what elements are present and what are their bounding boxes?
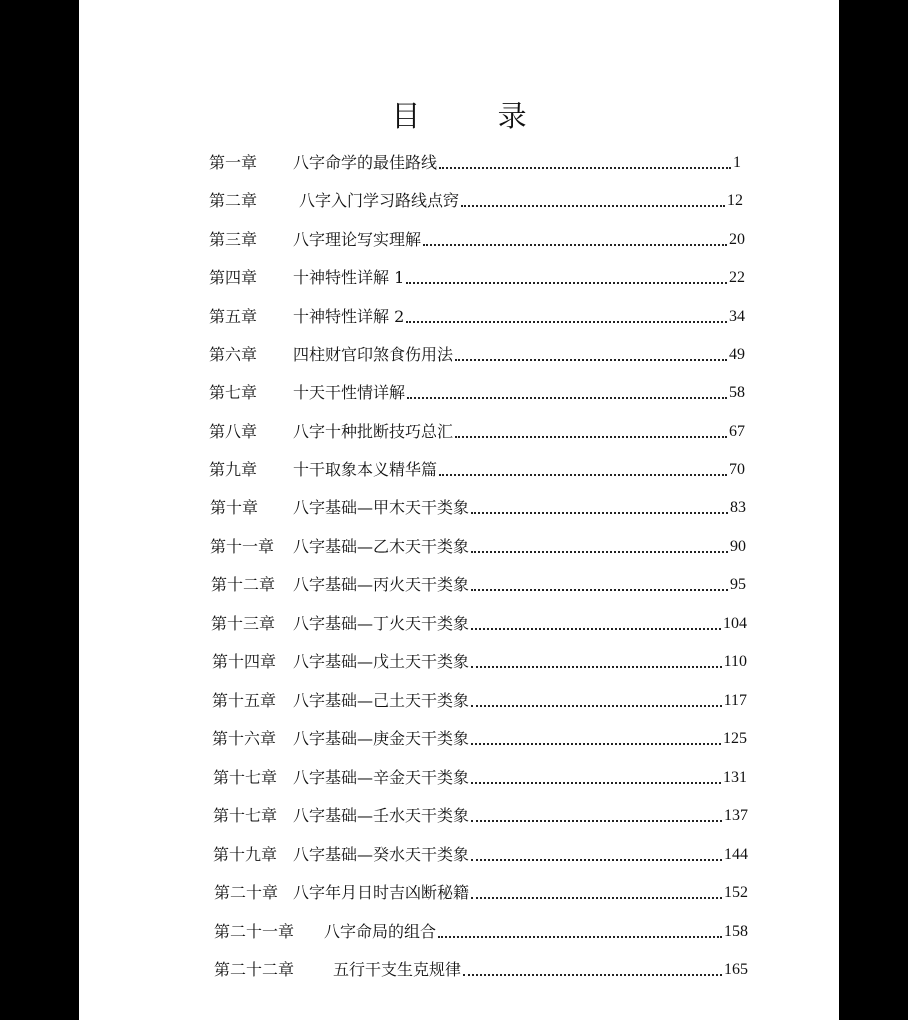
dot-leader — [406, 282, 727, 284]
page-number: 131 — [723, 769, 747, 786]
chapter-label: 第七章 — [209, 383, 258, 402]
page-number: 70 — [729, 461, 745, 478]
chapter-title: 八字命学的最佳路线 — [293, 153, 438, 172]
toc-entry — [210, 493, 746, 519]
toc-entry — [212, 686, 747, 712]
toc-entry — [209, 263, 745, 289]
dot-leader — [471, 782, 721, 784]
chapter-title: 八字基础—丙火天干类象 — [293, 575, 470, 594]
chapter-label: 第二十一章 — [214, 922, 295, 941]
dot-leader — [463, 974, 722, 976]
chapter-title: 四柱财官印煞食伤用法 — [293, 345, 454, 364]
page-number: 144 — [724, 846, 748, 863]
toc-entry — [209, 455, 745, 481]
dot-leader — [471, 820, 722, 822]
chapter-title: 八字年月日时吉凶断秘籍 — [293, 883, 470, 902]
toc-entry — [211, 570, 746, 596]
dot-leader — [423, 244, 727, 246]
chapter-label: 第十二章 — [211, 575, 276, 594]
chapter-title: 八字基础—己土天干类象 — [293, 691, 470, 710]
chapter-label: 第十七章 — [213, 806, 278, 825]
chapter-title: 五行干支生克规律 — [333, 960, 462, 979]
page-number: 1 — [733, 154, 741, 171]
chapter-title: 八字基础—壬水天干类象 — [293, 806, 470, 825]
toc-entry — [213, 763, 747, 789]
page-number: 125 — [723, 730, 747, 747]
chapter-label: 第十五章 — [212, 691, 277, 710]
dot-leader — [406, 321, 727, 323]
page-number: 22 — [729, 269, 745, 286]
chapter-label: 第十章 — [210, 498, 259, 517]
dot-leader — [471, 743, 721, 745]
chapter-label: 第四章 — [209, 268, 258, 287]
chapter-label: 第一章 — [209, 153, 258, 172]
page-number: 158 — [724, 923, 748, 940]
page-number: 67 — [729, 423, 745, 440]
page-number: 137 — [724, 807, 748, 824]
document-page — [79, 0, 839, 1020]
chapter-title: 八字基础—辛金天干类象 — [293, 768, 470, 787]
chapter-title: 十神特性详解 1 — [293, 268, 405, 287]
chapter-label: 第二十章 — [214, 883, 279, 902]
page-number: 152 — [724, 884, 748, 901]
toc-entry — [214, 917, 748, 943]
page-number: 83 — [730, 499, 746, 516]
chapter-title: 十神特性详解 2 — [293, 307, 405, 326]
dot-leader — [471, 897, 722, 899]
chapter-label: 第十九章 — [213, 845, 278, 864]
dot-leader — [455, 436, 727, 438]
toc-entry — [212, 724, 747, 750]
toc-entry — [209, 186, 743, 212]
dot-leader — [471, 666, 722, 668]
dot-leader — [471, 589, 728, 591]
toc-entry — [211, 609, 747, 635]
chapter-title: 八字基础—癸水天干类象 — [293, 845, 470, 864]
chapter-title: 八字入门学习路线点窍 — [299, 191, 460, 210]
dot-leader — [439, 474, 727, 476]
toc-entry — [209, 340, 745, 366]
chapter-label: 第六章 — [209, 345, 258, 364]
dot-leader — [471, 551, 728, 553]
page-number: 95 — [730, 576, 746, 593]
chapter-label: 第五章 — [209, 307, 258, 326]
chapter-label: 第十三章 — [211, 614, 276, 633]
page-number: 20 — [729, 231, 745, 248]
page-number: 90 — [730, 538, 746, 555]
chapter-label: 第十七章 — [213, 768, 278, 787]
chapter-label: 第十一章 — [210, 537, 275, 556]
toc-entry — [209, 378, 745, 404]
toc-entry — [209, 225, 745, 251]
dot-leader — [471, 859, 722, 861]
chapter-title: 八字基础—庚金天干类象 — [293, 729, 470, 748]
chapter-label: 第八章 — [209, 422, 258, 441]
chapter-title: 八字理论写实理解 — [293, 230, 422, 249]
dot-leader — [439, 167, 731, 169]
chapter-title: 八字十种批断技巧总汇 — [293, 422, 454, 441]
dot-leader — [471, 512, 728, 514]
page-number: 49 — [729, 346, 745, 363]
toc-entry — [214, 878, 748, 904]
toc-entry — [214, 955, 748, 981]
chapter-label: 第二十二章 — [214, 960, 295, 979]
dot-leader — [407, 397, 727, 399]
page-number: 110 — [723, 653, 747, 670]
chapter-title: 八字基础—丁火天干类象 — [293, 614, 470, 633]
dot-leader — [461, 205, 725, 207]
dot-leader — [471, 705, 722, 707]
dot-leader — [455, 359, 727, 361]
chapter-title: 八字命局的组合 — [324, 922, 437, 941]
chapter-label: 第二章 — [209, 191, 258, 210]
page-number: 104 — [723, 615, 747, 632]
chapter-title: 八字基础—乙木天干类象 — [293, 537, 470, 556]
page-number: 12 — [727, 192, 743, 209]
chapter-title: 十干取象本义精华篇 — [293, 460, 438, 479]
toc-entry — [213, 840, 748, 866]
dot-leader — [438, 936, 722, 938]
toc-entry — [209, 302, 745, 328]
chapter-label: 第十六章 — [212, 729, 277, 748]
page-number: 117 — [723, 692, 747, 709]
page-number: 58 — [729, 384, 745, 401]
toc-entry — [210, 532, 746, 558]
chapter-title: 八字基础—甲木天干类象 — [293, 498, 470, 517]
page-number: 34 — [729, 308, 745, 325]
chapter-label: 第十四章 — [212, 652, 277, 671]
page-number: 165 — [724, 961, 748, 978]
chapter-label: 第九章 — [209, 460, 258, 479]
toc-entry — [212, 647, 747, 673]
toc-entry — [213, 801, 748, 827]
toc-entry — [209, 148, 741, 174]
chapter-title: 八字基础—戊土天干类象 — [293, 652, 470, 671]
toc-entry — [209, 417, 745, 443]
chapter-label: 第三章 — [209, 230, 258, 249]
chapter-title: 十天干性情详解 — [293, 383, 406, 402]
dot-leader — [471, 628, 721, 630]
toc-title: 目 录 — [391, 99, 561, 133]
